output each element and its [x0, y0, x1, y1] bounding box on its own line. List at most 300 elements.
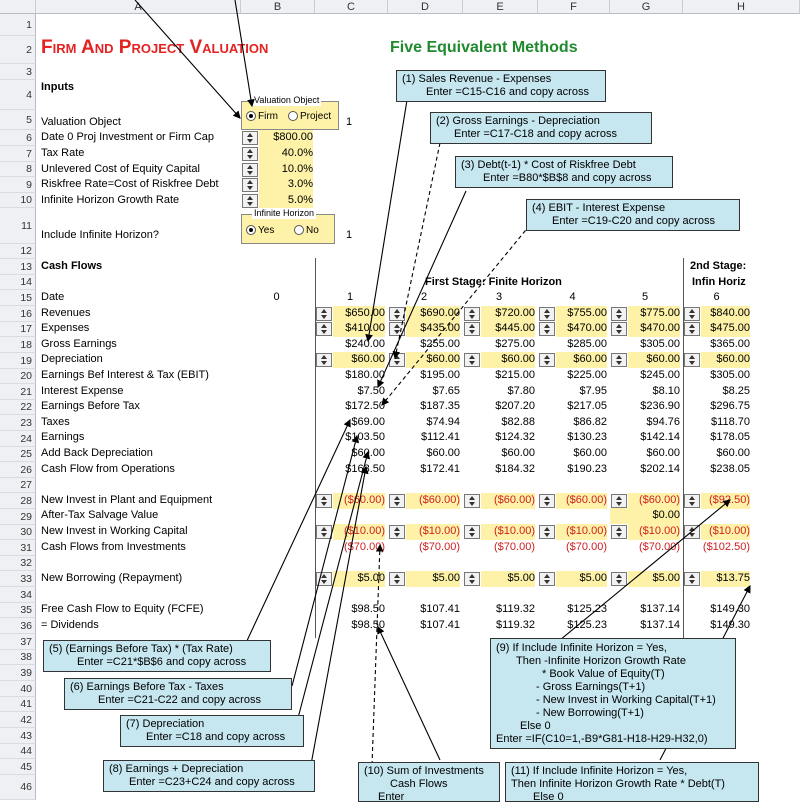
cf-cell[interactable]: $202.14 — [640, 463, 680, 475]
row-header[interactable]: 15 — [0, 290, 36, 306]
cf-spinner[interactable] — [684, 494, 700, 508]
radio-yes-label: Yes — [258, 225, 275, 236]
infinite-horizon-value: 1 — [346, 229, 353, 241]
cf-spinner[interactable] — [539, 353, 555, 367]
row-header[interactable]: 6 — [0, 130, 36, 146]
cf-cell[interactable]: $7.65 — [432, 385, 460, 397]
cf-cell[interactable]: $60.00 — [573, 447, 607, 459]
cf-cell[interactable]: $255.00 — [420, 338, 460, 350]
radio-no[interactable] — [294, 225, 319, 237]
cf-cell[interactable]: ($60.00) — [333, 493, 385, 509]
row-header[interactable]: 43 — [0, 728, 36, 744]
cf-cell[interactable]: $60.00 — [426, 447, 460, 459]
cf-spinner[interactable] — [611, 322, 627, 336]
cf-cell[interactable]: ($10.00) — [481, 524, 535, 540]
cf-cell[interactable]: $296.75 — [710, 400, 750, 412]
label-include-inf: Include Infinite Horizon? — [41, 229, 160, 241]
cf-cell[interactable]: $180.00 — [345, 369, 385, 381]
cf-cell[interactable]: $240.00 — [345, 338, 385, 350]
row-header[interactable]: 26 — [0, 462, 36, 478]
callout-9-line-3: * Book Value of Equity(T) — [542, 668, 665, 680]
cf-spinner[interactable] — [464, 307, 480, 321]
row-header[interactable]: 12 — [0, 244, 36, 259]
row-header[interactable]: 4 — [0, 80, 36, 110]
unlevered-value[interactable]: 10.0% — [259, 162, 313, 178]
cf-cell[interactable]: $60.00 — [646, 447, 680, 459]
cf-cell[interactable]: $74.94 — [426, 416, 460, 428]
cf-cell[interactable]: $8.10 — [652, 385, 680, 397]
cf-spinner[interactable] — [611, 572, 627, 586]
cf-row-label: Earnings Bef Interest & Tax (EBIT) — [41, 369, 209, 381]
radio-no-dot[interactable] — [294, 225, 304, 235]
cf-spinner[interactable] — [389, 322, 405, 336]
cf-cell[interactable]: $410.00 — [333, 321, 385, 337]
callout-9-line-6: - New Borrowing(T+1) — [536, 707, 644, 719]
cf-spinner[interactable] — [464, 572, 480, 586]
cf-row-label: Depreciation — [41, 353, 103, 365]
callout-6 — [64, 678, 292, 710]
cf-cell[interactable]: $445.00 — [481, 321, 535, 337]
cf-row-label: Earnings Before Tax — [41, 400, 140, 412]
cf-spinner[interactable] — [684, 525, 700, 539]
cf-cell[interactable]: $60.00 — [351, 447, 385, 459]
cf-spinner[interactable] — [539, 307, 555, 321]
cf-cell[interactable]: $60.00 — [556, 352, 607, 368]
cf-spinner[interactable] — [684, 307, 700, 321]
label-riskfree: Riskfree Rate=Cost of Riskfree Debt — [41, 178, 219, 190]
callout-4-line-1: (4) EBIT - Interest Expense — [532, 202, 666, 214]
row-header[interactable]: 18 — [0, 337, 36, 353]
cf-spinner[interactable] — [316, 494, 332, 508]
cf-spinner[interactable] — [316, 307, 332, 321]
cf-spinner[interactable] — [389, 353, 405, 367]
cf-row-label: = Dividends — [41, 619, 99, 631]
cf-spinner[interactable] — [389, 572, 405, 586]
cf-cell[interactable]: $215.00 — [495, 369, 535, 381]
growth-value[interactable]: 5.0% — [259, 193, 313, 209]
cf-spinner[interactable] — [389, 525, 405, 539]
cf-cell[interactable]: ($70.00) — [344, 541, 385, 553]
callout-1-line-2: Enter =C15-C16 and copy across — [426, 86, 589, 98]
cf-cell[interactable]: $163.50 — [345, 463, 385, 475]
cf-cell[interactable]: $118.70 — [711, 416, 750, 428]
radio-project-dot[interactable] — [288, 111, 298, 121]
callout-8-line-2: Enter =C23+C24 and copy across — [129, 776, 295, 788]
row-header[interactable]: 16 — [0, 306, 36, 322]
column-header-e[interactable]: E — [463, 0, 538, 14]
cf-cell[interactable]: $8.25 — [722, 385, 750, 397]
cf-cell[interactable]: ($10.00) — [556, 524, 607, 540]
cf-cell[interactable]: ($70.00) — [419, 541, 460, 553]
cf-cell[interactable]: $86.82 — [573, 416, 607, 428]
row-header[interactable]: 22 — [0, 400, 36, 415]
cf-cell[interactable]: $650.00 — [333, 306, 385, 322]
row-header[interactable]: 44 — [0, 744, 36, 759]
column-header-h[interactable]: H — [683, 0, 800, 14]
cf-cell[interactable]: $7.95 — [579, 385, 607, 397]
callout-2 — [430, 112, 652, 144]
row-header[interactable]: 30 — [0, 525, 36, 540]
callout-7-line-2: Enter =C18 and copy across — [146, 731, 286, 743]
callout-11 — [505, 762, 759, 802]
callout-3 — [455, 156, 673, 188]
cf-cell[interactable]: $112.41 — [421, 431, 460, 443]
valuation-group-title: Valuation Object — [254, 95, 320, 105]
row-header[interactable]: 5 — [0, 110, 36, 130]
cf-cell[interactable]: $107.41 — [420, 603, 460, 615]
cf-spinner[interactable] — [611, 307, 627, 321]
callout-9-line-7: Else 0 — [520, 720, 551, 732]
cf-cell[interactable]: 5 — [641, 291, 649, 303]
row-header[interactable]: 27 — [0, 478, 36, 493]
cf-row-label: Expenses — [41, 322, 90, 334]
cf-row-label: Gross Earnings — [41, 338, 117, 350]
cf-cell[interactable]: $184.32 — [495, 463, 535, 475]
cf-cell[interactable]: ($60.00) — [406, 493, 460, 509]
cf-cell[interactable]: $125.23 — [567, 619, 607, 631]
cf-cell[interactable]: 4 — [569, 291, 576, 303]
callout-9-line-5: - New Invest in Working Capital(T+1) — [536, 694, 716, 706]
cf-cell[interactable]: $172.41 — [420, 463, 460, 475]
row-header[interactable]: 41 — [0, 697, 36, 712]
cf-cell[interactable]: ($10.00) — [333, 524, 385, 540]
inputs-heading: Inputs — [41, 81, 74, 93]
cf-cell[interactable]: $470.00 — [556, 321, 607, 337]
riskfree-spinner[interactable] — [242, 178, 258, 192]
callout-9-line-1: (9) If Include Infinite Horizon = Yes, — [496, 642, 667, 654]
cf-cell[interactable]: ($60.00) — [481, 493, 535, 509]
callout-11-line-1: (11) If Include Infinite Horizon = Yes, — [511, 765, 688, 777]
column-header-g[interactable]: G — [610, 0, 683, 14]
cf-cell[interactable]: $285.00 — [567, 338, 607, 350]
row-header[interactable]: 42 — [0, 712, 36, 728]
cf-row-label: Cash Flow from Operations — [41, 463, 175, 475]
row-header[interactable]: 29 — [0, 509, 36, 525]
callout-10-line-1: (10) Sum of Investments — [364, 765, 484, 777]
second-stage-label-1: 2nd Stage: — [690, 260, 747, 272]
cf-row-label: New Invest in Working Capital — [41, 525, 188, 537]
callout-5-line-1: (5) (Earnings Before Tax) * (Tax Rate) — [49, 643, 233, 655]
cf-cell[interactable]: $94.76 — [646, 416, 680, 428]
cf-row-label: Cash Flows from Investments — [41, 541, 186, 553]
valuation-object-value: 1 — [346, 116, 353, 128]
callout-10-line-3: Enter — [378, 791, 405, 803]
radio-firm[interactable] — [246, 111, 278, 123]
cf-cell[interactable]: $435.00 — [406, 321, 460, 337]
cf-cell[interactable]: ($102.50) — [702, 541, 750, 553]
cf-cell[interactable]: $195.00 — [420, 369, 460, 381]
cf-cell[interactable]: ($60.00) — [628, 493, 680, 509]
callout-9-line-4: - Gross Earnings(T+1) — [536, 681, 646, 693]
cf-cell[interactable]: $475.00 — [701, 321, 750, 337]
label-date0: Date 0 Proj Investment or Firm Cap — [41, 131, 215, 143]
cf-row-label: New Invest in Plant and Equipment — [41, 494, 213, 506]
callout-10 — [358, 762, 500, 802]
callout-5-line-2: Enter =C21*$B$6 and copy across — [77, 656, 247, 668]
radio-no-label: No — [306, 225, 319, 236]
cf-cell[interactable]: $60.00 — [481, 352, 535, 368]
row-header[interactable]: 19 — [0, 353, 36, 369]
cf-cell[interactable]: $5.00 — [556, 571, 607, 587]
callout-6-line-1: (6) Earnings Before Tax - Taxes — [70, 681, 224, 693]
cf-cell[interactable]: $840.00 — [701, 306, 750, 322]
row-header[interactable]: 33 — [0, 571, 36, 587]
cf-cell[interactable]: $190.23 — [567, 463, 607, 475]
row-header[interactable]: 25 — [0, 447, 36, 462]
cf-cell[interactable]: $7.80 — [507, 385, 535, 397]
cf-cell[interactable]: $275.00 — [495, 338, 535, 350]
cf-row-label: Earnings — [41, 431, 85, 443]
column-header-f[interactable]: F — [538, 0, 610, 14]
cf-cell[interactable]: $305.00 — [640, 338, 680, 350]
cf-cell[interactable]: $5.00 — [481, 571, 535, 587]
callout-5 — [43, 640, 271, 672]
cf-spinner[interactable] — [611, 353, 627, 367]
radio-firm-dot[interactable] — [246, 111, 256, 121]
cf-cell[interactable]: $755.00 — [556, 306, 607, 322]
cf-cell[interactable]: $236.90 — [640, 400, 680, 412]
cf-row-label: Date — [41, 291, 65, 303]
cf-spinner[interactable] — [316, 525, 332, 539]
row-header[interactable]: 17 — [0, 322, 36, 337]
cf-cell[interactable]: $690.00 — [406, 306, 460, 322]
cf-cell[interactable]: $178.05 — [710, 431, 750, 443]
radio-project-label: Project — [300, 111, 332, 122]
row-header[interactable]: 28 — [0, 493, 36, 509]
cf-cell[interactable]: $125.23 — [567, 603, 607, 615]
row-header[interactable]: 46 — [0, 775, 36, 800]
row-header[interactable]: 13 — [0, 259, 36, 275]
callout-10-line-2: Cash Flows — [390, 778, 448, 790]
cf-cell[interactable]: $137.14 — [640, 619, 680, 631]
cf-spinner[interactable] — [464, 525, 480, 539]
row-header[interactable]: 8 — [0, 162, 36, 177]
cashflows-heading: Cash Flows — [41, 260, 103, 272]
row-header[interactable]: 31 — [0, 540, 36, 556]
cf-cell[interactable]: $142.14 — [640, 431, 680, 443]
cf-cell[interactable]: $149.30 — [710, 619, 750, 631]
cf-cell[interactable]: $98.50 — [351, 603, 385, 615]
cf-cell[interactable]: $149.30 — [710, 603, 750, 615]
cf-cell[interactable]: 1 — [346, 291, 354, 303]
callout-6-line-2: Enter =C21-C22 and copy across — [98, 694, 261, 706]
callout-4-line-2: Enter =C19-C20 and copy across — [552, 215, 715, 227]
cf-cell[interactable]: $60.00 — [406, 352, 460, 368]
cf-cell[interactable]: $5.00 — [406, 571, 460, 587]
radio-yes[interactable] — [246, 225, 274, 237]
cf-spinner[interactable] — [316, 572, 332, 586]
cf-cell[interactable]: $60.00 — [628, 352, 680, 368]
growth-spinner[interactable] — [242, 194, 258, 208]
cf-cell[interactable]: $124.32 — [495, 431, 535, 443]
cf-cell[interactable]: ($70.00) — [639, 541, 680, 553]
cf-cell[interactable]: ($92.50) — [701, 493, 750, 509]
cf-cell[interactable]: $0.00 — [610, 508, 680, 524]
column-header-b[interactable]: B — [241, 0, 315, 14]
date0-value[interactable]: $800.00 — [259, 130, 313, 146]
cf-cell[interactable]: $720.00 — [481, 306, 535, 322]
second-stage-label-2: Infin Horiz — [692, 276, 746, 288]
callout-1-line-1: (1) Sales Revenue - Expenses — [402, 73, 552, 85]
cf-cell[interactable]: $217.05 — [567, 400, 607, 412]
callout-9 — [490, 638, 736, 749]
label-valuation-object: Valuation Object — [41, 116, 121, 128]
cf-cell[interactable]: $7.50 — [357, 385, 385, 397]
column-header-c[interactable]: C — [315, 0, 388, 14]
cf-spinner[interactable] — [316, 322, 332, 336]
row-header[interactable]: 10 — [0, 193, 36, 208]
row-header[interactable]: 37 — [0, 634, 36, 650]
row-header[interactable]: 38 — [0, 650, 36, 665]
callout-1 — [396, 70, 606, 102]
cf-cell[interactable]: $775.00 — [628, 306, 680, 322]
cf-cell[interactable]: $60.00 — [333, 352, 385, 368]
row-header[interactable]: 32 — [0, 556, 36, 571]
cf-cell[interactable]: $130.23 — [567, 431, 607, 443]
cf-cell[interactable]: $103.50 — [345, 431, 385, 443]
page-subtitle: Five Equivalent Methods — [390, 39, 578, 56]
cf-cell[interactable]: $172.50 — [345, 400, 385, 412]
cf-spinner[interactable] — [539, 322, 555, 336]
row-header[interactable]: 39 — [0, 665, 36, 681]
row-header[interactable]: 14 — [0, 275, 36, 290]
cf-cell[interactable]: 6 — [713, 291, 720, 303]
row-header[interactable]: 34 — [0, 587, 36, 603]
row-header[interactable]: 7 — [0, 146, 36, 162]
cf-cell[interactable]: $98.50 — [351, 619, 385, 631]
cf-spinner[interactable] — [611, 525, 627, 539]
row-header[interactable]: 35 — [0, 603, 36, 618]
cf-spinner[interactable] — [539, 525, 555, 539]
cf-cell[interactable]: $60.00 — [501, 447, 535, 459]
cf-spinner[interactable] — [684, 572, 700, 586]
row-header[interactable]: 21 — [0, 384, 36, 400]
callout-8 — [103, 760, 315, 792]
cf-cell[interactable]: $69.00 — [351, 416, 385, 428]
infinite-horizon-group — [241, 208, 335, 244]
cf-cell[interactable]: ($10.00) — [406, 524, 460, 540]
radio-firm-label: Firm — [258, 111, 278, 122]
riskfree-value[interactable]: 3.0% — [259, 177, 313, 193]
cf-cell[interactable]: ($10.00) — [628, 524, 680, 540]
cf-cell[interactable]: $470.00 — [628, 321, 680, 337]
row-header[interactable]: 24 — [0, 431, 36, 447]
cf-cell[interactable]: $119.32 — [496, 603, 535, 615]
callout-7 — [120, 715, 304, 747]
label-tax-rate: Tax Rate — [41, 147, 85, 159]
radio-project[interactable] — [288, 111, 331, 123]
cf-cell[interactable]: $225.00 — [567, 369, 607, 381]
callout-4 — [526, 199, 740, 231]
cf-cell[interactable]: $207.20 — [495, 400, 535, 412]
cf-cell[interactable]: ($70.00) — [566, 541, 607, 553]
label-unlevered: Unlevered Cost of Equity Capital — [41, 163, 200, 175]
row-header[interactable]: 23 — [0, 415, 36, 431]
cf-cell[interactable]: $119.32 — [496, 619, 535, 631]
cf-row-label: Interest Expense — [41, 385, 124, 397]
cf-cell[interactable]: $60.00 — [701, 352, 750, 368]
row-header[interactable]: 9 — [0, 177, 36, 193]
inf-group-title: Infinite Horizon — [254, 208, 315, 218]
cf-row-label: Revenues — [41, 307, 91, 319]
cf-spinner[interactable] — [539, 494, 555, 508]
cf-cell[interactable]: $82.88 — [501, 416, 535, 428]
cf-cell[interactable]: $305.00 — [710, 369, 750, 381]
cf-cell[interactable]: ($60.00) — [556, 493, 607, 509]
cf-cell[interactable]: $60.00 — [716, 447, 750, 459]
tax-rate-spinner[interactable] — [242, 147, 258, 161]
cf-cell[interactable]: $13.75 — [701, 571, 750, 587]
row-header[interactable]: 20 — [0, 369, 36, 384]
cf-row-label: New Borrowing (Repayment) — [41, 572, 183, 584]
date0-spinner[interactable] — [242, 131, 258, 145]
row-header[interactable]: 40 — [0, 681, 36, 697]
corner-cell[interactable] — [0, 0, 36, 14]
cf-spinner[interactable] — [316, 353, 332, 367]
label-growth: Infinite Horizon Growth Rate — [41, 194, 180, 206]
column-header-d[interactable]: D — [388, 0, 463, 14]
cf-row-label: Add Back Depreciation — [41, 447, 153, 459]
row-header[interactable]: 11 — [0, 208, 36, 244]
callout-9-line-8: Enter =IF(C10=1,-B9*G81-H18-H29-H32,0) — [496, 733, 708, 745]
callout-11-line-3: Else 0 — [533, 791, 564, 803]
callout-3-line-1: (3) Debt(t-1) * Cost of Riskfree Debt — [461, 159, 636, 171]
cf-spinner[interactable] — [464, 353, 480, 367]
row-header[interactable]: 3 — [0, 64, 36, 80]
cf-row-label: Free Cash Flow to Equity (FCFE) — [41, 603, 204, 615]
cf-cell[interactable]: 0 — [273, 291, 280, 303]
row-header[interactable]: 2 — [0, 36, 36, 64]
row-header[interactable]: 1 — [0, 14, 36, 36]
cf-spinner[interactable] — [464, 494, 480, 508]
cf-spinner[interactable] — [539, 572, 555, 586]
cf-cell[interactable]: 2 — [420, 291, 428, 303]
callout-2-line-2: Enter =C17-C18 and copy across — [454, 128, 617, 140]
cf-cell[interactable]: 3 — [495, 291, 503, 303]
cf-cell[interactable]: $238.05 — [710, 463, 750, 475]
row-header[interactable]: 45 — [0, 759, 36, 775]
cf-spinner[interactable] — [684, 322, 700, 336]
cf-spinner[interactable] — [611, 494, 627, 508]
cf-cell[interactable]: $107.41 — [420, 619, 460, 631]
page-title: Firm And Project Valuation — [41, 37, 269, 58]
cf-spinner[interactable] — [389, 494, 405, 508]
cf-cell[interactable]: $365.00 — [710, 338, 750, 350]
column-header-a[interactable]: A — [36, 0, 241, 14]
callout-9-line-2: Then -Infinite Horizon Growth Rate — [516, 655, 686, 667]
cf-cell[interactable]: ($10.00) — [701, 524, 750, 540]
radio-yes-dot[interactable] — [246, 225, 256, 235]
cf-spinner[interactable] — [389, 307, 405, 321]
row-header[interactable]: 36 — [0, 618, 36, 634]
cf-row-label: Taxes — [41, 416, 70, 428]
callout-2-line-1: (2) Gross Earnings - Depreciation — [436, 115, 600, 127]
cf-spinner[interactable] — [464, 322, 480, 336]
callout-8-line-1: (8) Earnings + Depreciation — [109, 763, 244, 775]
cf-row-label: After-Tax Salvage Value — [41, 509, 159, 521]
tax-rate-value[interactable]: 40.0% — [259, 146, 313, 162]
cf-spinner[interactable] — [684, 353, 700, 367]
cf-cell[interactable]: $137.14 — [640, 603, 680, 615]
cf-cell[interactable]: $5.00 — [333, 571, 385, 587]
unlevered-spinner[interactable] — [242, 163, 258, 177]
cf-cell[interactable]: $5.00 — [628, 571, 680, 587]
callout-11-line-2: Then Infinite Horizon Growth Rate * Debt(T) — [511, 778, 725, 790]
callout-3-line-2: Enter =B80*$B$8 and copy across — [483, 172, 652, 184]
cf-cell[interactable]: $187.35 — [420, 400, 460, 412]
cf-cell[interactable]: $245.00 — [640, 369, 680, 381]
cf-cell[interactable]: ($70.00) — [494, 541, 535, 553]
